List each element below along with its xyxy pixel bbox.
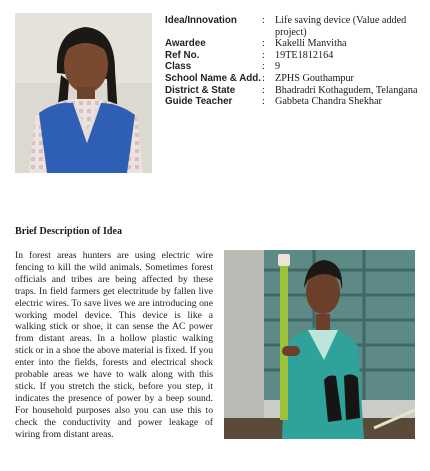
info-row-idea <box>165 15 430 38</box>
awardee-info-table <box>165 15 430 108</box>
info-value: 19TE1812164 <box>275 49 334 61</box>
info-row-guide-teacher <box>165 96 430 108</box>
info-value: Bhadradri Kothagudem, Telangana <box>275 84 418 96</box>
section-heading: Brief Description of Idea <box>15 226 123 237</box>
info-value: ZPHS Gouthampur <box>275 72 354 84</box>
info-label: Class <box>165 61 192 73</box>
info-separator: : <box>262 15 265 26</box>
info-row-district <box>165 85 430 97</box>
info-row-ref-no <box>165 50 430 62</box>
project-demo-photo <box>224 250 415 439</box>
info-label: Awardee <box>165 38 206 50</box>
info-separator: : <box>262 49 265 61</box>
info-value: 9 <box>275 61 281 73</box>
info-separator: : <box>262 61 265 73</box>
info-label: Guide Teacher <box>165 96 233 108</box>
info-value: Kakelli Manvitha <box>275 38 347 50</box>
info-separator: : <box>262 38 265 50</box>
info-separator: : <box>262 96 265 108</box>
info-label: Ref No. <box>165 49 200 61</box>
awardee-portrait-photo <box>15 13 152 173</box>
info-label: Idea/Innovation <box>165 15 237 26</box>
info-label: District & State <box>165 84 236 96</box>
info-separator: : <box>262 84 265 96</box>
description-paragraph: In forest areas hunters are using electric wire fencing to kill the wild animals. Sometimes forest officials and tribes are being affected by these traps. In field farmers get electritude by fallen live electric wires. To save lives we are introducing one working model device. This device is like a walking stick or shoe, it can sense the AC power from distant areas. In a hollow plastic walking stick or in a shoe the above material is fixed. If you enter into the fields, forests and electrical shock probable areas we have to walk along with this stick. If you stretch the stick, before you step, it indicates the presence of power by a beep sound. For household purposes also you can use this to check the conductivity and power leakage of wiring from distant areas. <box>15 250 213 440</box>
info-value: Gabbeta Chandra Shekhar <box>275 96 382 108</box>
info-row-school <box>165 73 430 85</box>
info-separator: : <box>262 72 265 84</box>
info-label: School Name & Add. <box>165 72 261 84</box>
info-row-class <box>165 61 430 73</box>
info-value: Life saving device (Value added project) <box>275 15 407 38</box>
info-row-awardee <box>165 38 430 50</box>
